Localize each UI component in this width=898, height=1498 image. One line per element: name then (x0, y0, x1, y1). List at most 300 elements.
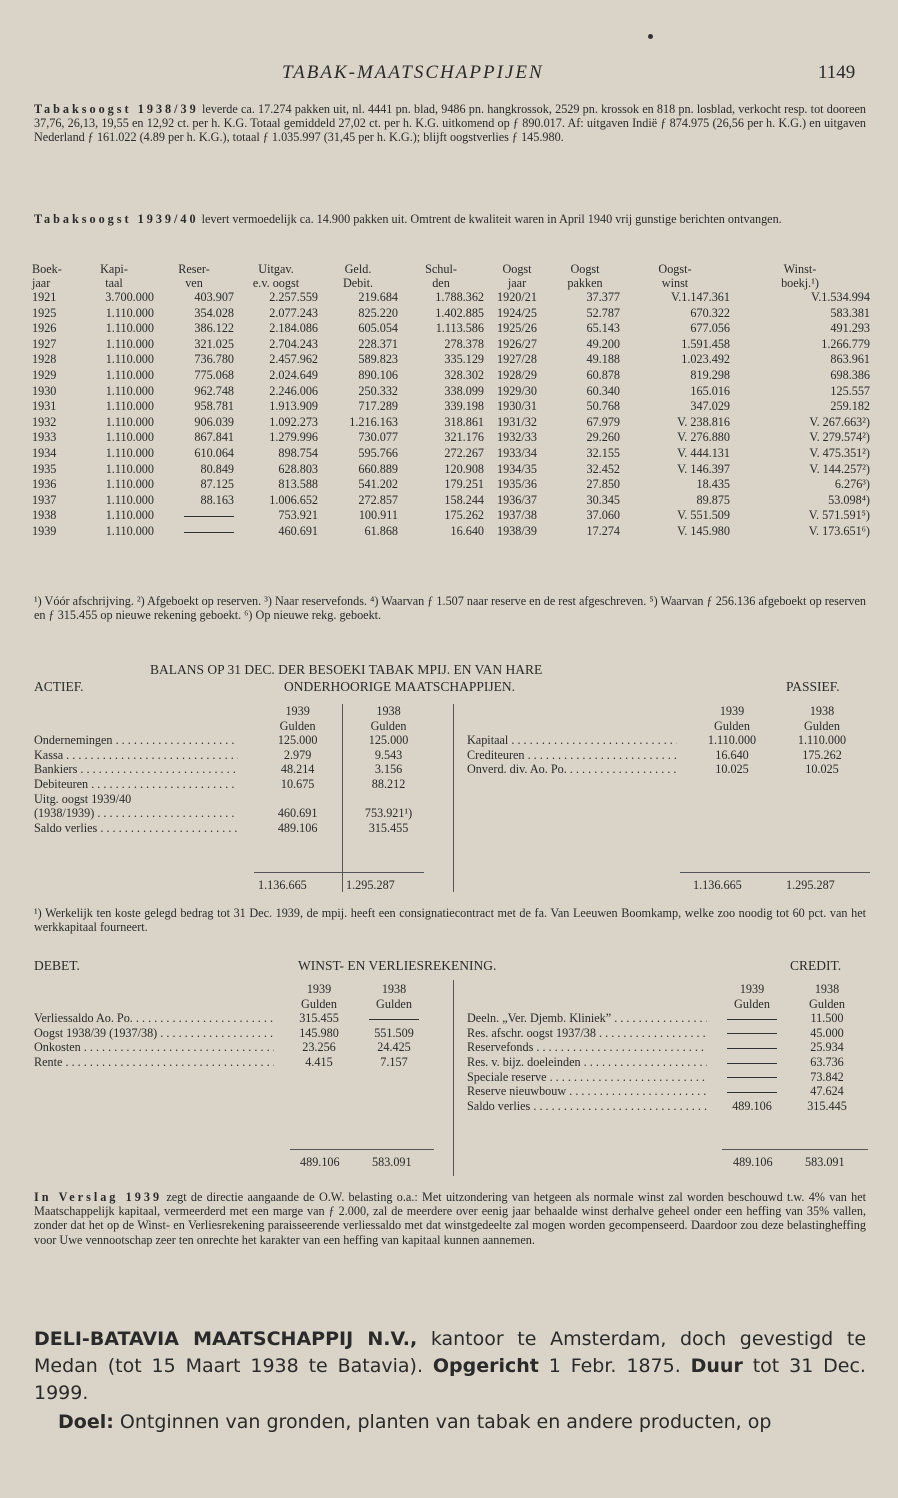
table-cell: 16.640 (450, 523, 484, 538)
table-cell: 660.889 (358, 461, 398, 476)
table-cell: 2.704.243 (269, 336, 318, 351)
debet-total-2: 583.091 (372, 1155, 412, 1169)
table-cell: 1.110.000 (105, 492, 154, 507)
table-cell: V. 173.651⁶) (808, 523, 870, 538)
table-cell: 49.200 (586, 336, 620, 351)
verslag-paragraph (34, 1190, 866, 1247)
year-table-header (32, 262, 870, 290)
table-cell: 347.029 (690, 399, 730, 414)
verslag-lead: In Verslag 1939 (34, 1190, 163, 1204)
column-header (398, 262, 484, 290)
uitg-value-1: 460.691 (277, 806, 318, 821)
table-cell: 906.039 (194, 414, 234, 429)
table-cell: 1935 (32, 461, 57, 476)
running-title: TABAK-MAATSCHAPPIJEN (282, 62, 544, 83)
table-cell: V. 146.397 (677, 461, 730, 476)
table-row (32, 306, 870, 322)
table-cell: 605.054 (358, 321, 398, 336)
table-row (32, 508, 870, 524)
row-value (717, 1040, 787, 1055)
row-label-cell (467, 762, 687, 777)
table-cell: 1.279.996 (269, 430, 318, 445)
column-header-line: Oogst- (658, 262, 692, 276)
column-header-line: Kapi- (100, 262, 128, 276)
list-item (34, 733, 434, 748)
running-header (0, 62, 898, 88)
table-cell: 1.110.000 (105, 445, 154, 460)
table-cell: 30.345 (586, 492, 620, 507)
table-cell: 80.849 (200, 461, 234, 476)
column-header-line: boekj.¹) (781, 276, 819, 290)
passiva-rows (467, 733, 867, 777)
column-header (234, 262, 318, 290)
table-cell: 88.163 (200, 492, 234, 507)
row-value: 1.110.000 (797, 733, 847, 748)
balance-title-2: ONDERHOORIGE MAATSCHAPPIJEN. (284, 679, 516, 694)
table-cell: 813.588 (278, 477, 318, 492)
row-label-cell (34, 733, 252, 748)
row-value: 45.000 (810, 1025, 844, 1040)
row-label: Reservefonds (467, 1040, 534, 1055)
table-row (32, 321, 870, 337)
activa-year-1: 1939 (285, 704, 310, 718)
table-cell: V. 551.509 (677, 508, 730, 523)
row-label: Res. afschr. oogst 1937/38 (467, 1025, 596, 1040)
row-label: Speciale reserve (467, 1069, 547, 1084)
row-label-cell (34, 777, 252, 792)
table-cell: 1.092.273 (269, 414, 318, 429)
table-cell: 1.402.885 (435, 305, 484, 320)
table-cell: 3.700.000 (105, 290, 154, 304)
row-value: 175.262 (802, 747, 842, 762)
row-leader (467, 1026, 707, 1041)
empty-dash (727, 1019, 777, 1020)
row-leader (34, 733, 238, 748)
table-row (32, 430, 870, 446)
column-header-line: Boek- (32, 262, 62, 276)
table-cell: 1.110.000 (105, 508, 154, 523)
year-table (32, 262, 870, 540)
table-cell: 1928 (32, 352, 57, 367)
table-cell: 17.274 (586, 523, 620, 538)
doel-entry (34, 1409, 866, 1436)
column-header-line: jaar (32, 276, 51, 290)
table-row (32, 446, 870, 462)
column-header (620, 262, 730, 290)
list-item (34, 1011, 434, 1026)
activa-rows (34, 733, 434, 791)
verslag-text: zegt de directie aangaande de O.W. belasting o.a.: Met uitzondering van hetgeen als normale winst zal worden beschouwd t.w. 4% van het Maatschappelijk kapitaal, vermeerderd met een marge van ƒ 2.000, zal de meerdere over eenig jaar behaalde winst derhalve geheel onder een heffing van 35% vallen, zonder dat het op de Winst- en Verliesrekening paraisseerende verliessaldo met dat winstgedeelte zal mogen worden gecompenseerd. Daardoor zou deze belastingheffing voor Uwe vennootschap zeer ten onrechte het karakter van een heffing van kapitaal kunnen aannemen. (34, 1190, 866, 1247)
column-header-line: winst (661, 276, 689, 290)
list-item (34, 1026, 434, 1041)
row-leader (34, 762, 238, 777)
table-cell: 1928/29 (497, 367, 537, 382)
table-cell: 1934/35 (497, 461, 537, 476)
table-cell: 958.781 (194, 399, 234, 414)
pnl-left-label: DEBET. (34, 958, 80, 973)
table-cell: 1.110.000 (105, 523, 154, 538)
row-value (717, 1026, 787, 1041)
table-cell: V. 144.257²) (809, 461, 870, 476)
intro-text-1: leverde ca. 17.274 pakken uit, nl. 4441 pn. blad, 9486 pn. hangkrossok, 2529 pn. krossok en 818 pn. losblad, verkocht resp. tot dooreen 37,76, 26,13, 19,55 en 12,92 ct. per h. K.G. Totaal gemiddeld 27,02 ct. per h. K.G. uitkomend op ƒ 890.017. Af: uitgaven Indië ƒ 874.975 (26,56 per h. K.G.) en uitgaven Nederland ƒ 161.022 (4.89 per h. K.G.), totaal ƒ 1.035.997 (31,45 per h. K.G.); blijft oogstverlies ƒ 145.980. (34, 102, 866, 145)
table-cell: 1.110.000 (105, 321, 154, 336)
row-leader (34, 1040, 274, 1055)
table-cell: 595.766 (358, 445, 398, 460)
list-item (467, 733, 867, 748)
table-cell: 27.850 (586, 477, 620, 492)
column-header (550, 262, 620, 290)
table-cell: 2.457.962 (269, 352, 318, 367)
table-cell: 165.016 (690, 383, 730, 398)
table-cell: 460.691 (278, 523, 318, 538)
debet-table (34, 982, 434, 1070)
row-label: Bankiers (34, 762, 78, 777)
column-header-line: Debit. (342, 276, 374, 290)
row-leader (467, 1055, 707, 1070)
activa-total-1: 1.136.665 (258, 878, 307, 892)
row-value: 145.980 (299, 1025, 339, 1040)
row-value: 315.455 (299, 1011, 339, 1026)
row-value: 315.445 (807, 1098, 847, 1113)
table-cell: 328.302 (444, 367, 484, 382)
table-cell: 1926/27 (497, 336, 537, 351)
table-cell: 1.216.163 (349, 414, 398, 429)
table-cell: 1938 (32, 508, 57, 523)
row-label: Res. v. bijz. doeleinden (467, 1054, 581, 1069)
row-value: 48.214 (280, 762, 315, 777)
table-row (32, 399, 870, 415)
uitg-label: Uitg. oogst 1939/40 (34, 791, 132, 806)
opgericht-label: Opgericht (432, 1355, 539, 1377)
saldo-value-2: 315.455 (368, 820, 409, 835)
list-item (34, 1055, 434, 1070)
ink-dot (648, 34, 653, 39)
table-cell: 1931 (32, 399, 57, 414)
table-row (32, 415, 870, 431)
list-item (34, 748, 434, 763)
table-cell: 1.591.458 (681, 336, 730, 351)
page-number: 1149 (818, 62, 856, 83)
column-header-line: taal (105, 276, 123, 290)
table-cell: 321.025 (194, 336, 234, 351)
table-cell: 1924/25 (497, 305, 537, 320)
table-cell: 1938/39 (497, 523, 537, 538)
table-cell: 898.754 (278, 445, 318, 460)
row-label: Kapitaal (467, 733, 509, 748)
table-cell: 158.244 (444, 492, 484, 507)
table-cell: 1.110.000 (105, 477, 154, 492)
list-item (467, 1070, 867, 1085)
table-row (32, 477, 870, 493)
table-cell: 1927/28 (497, 352, 537, 367)
empty-dash (184, 516, 234, 517)
activa-year-2: 1938 (376, 704, 401, 718)
credit-total-1: 489.106 (733, 1155, 773, 1169)
saldo-value-1: 489.106 (277, 820, 318, 835)
row-label-cell (467, 1040, 717, 1055)
table-cell: 583.381 (830, 305, 870, 320)
passiva-year-1: 1939 (719, 704, 745, 718)
column-header-line: Oogst (570, 262, 600, 276)
credit-unit-1: Gulden (734, 996, 770, 1011)
credit-total-2: 583.091 (805, 1155, 845, 1169)
balance-title-1: BALANS OP 31 DEC. DER BESOEKI TABAK MPIJ. EN VAN HARE (150, 662, 543, 677)
row-value: 88.212 (371, 776, 406, 791)
table-cell: V. 475.351²) (809, 445, 870, 460)
table-cell: 1927 (32, 336, 57, 351)
table-cell: 318.861 (444, 414, 484, 429)
table-cell: V. 276.880 (677, 430, 730, 445)
table-cell: 1.006.652 (269, 492, 318, 507)
table-cell: 1930/31 (497, 399, 537, 414)
table-row (32, 493, 870, 509)
table-cell: V. 238.816 (677, 414, 730, 429)
row-label: Onkosten (34, 1040, 81, 1055)
list-item (467, 1026, 867, 1041)
table-cell: 32.452 (586, 461, 620, 476)
table-cell: 819.298 (690, 367, 730, 382)
activa-total-2: 1.295.287 (346, 878, 395, 892)
debet-unit-1: Gulden (301, 996, 337, 1011)
company-entry (34, 1326, 866, 1407)
column-header (154, 262, 234, 290)
table-cell (154, 524, 234, 540)
list-item (467, 748, 867, 763)
intro-paragraph-2 (34, 212, 866, 226)
table-cell: 1934 (32, 445, 57, 460)
activa-total-rule (254, 872, 424, 873)
row-value: 125.000 (368, 733, 409, 748)
table-cell: 65.143 (586, 321, 620, 336)
row-label-cell (467, 1026, 717, 1041)
table-cell: 321.176 (444, 430, 484, 445)
row-label: Onverd. div. Ao. Po. (467, 762, 567, 777)
list-item (34, 777, 434, 792)
table-cell: 2.184.086 (269, 321, 318, 336)
table-cell: 1933/34 (497, 445, 537, 460)
table-cell: 2.024.649 (269, 367, 318, 382)
passiva-year-2: 1938 (809, 704, 835, 718)
row-label: Deeln. „Ver. Djemb. Kliniek” (467, 1011, 612, 1026)
table-cell: 491.293 (830, 321, 870, 336)
table-cell: 67.979 (586, 414, 620, 429)
table-cell: 179.251 (444, 477, 484, 492)
table-cell: 335.129 (444, 352, 484, 367)
table-cell: 1.110.000 (105, 430, 154, 445)
table-cell: 1.110.000 (105, 383, 154, 398)
row-value: 10.675 (280, 776, 315, 791)
credit-total-rule (722, 1149, 868, 1150)
debet-year-2: 1938 (381, 982, 407, 996)
credit-table (467, 982, 867, 1113)
pnl-title: WINST- EN VERLIESREKENING. (298, 958, 497, 973)
table-cell: 259.182 (830, 399, 870, 414)
table-cell: 825.220 (358, 305, 398, 320)
table-cell: 53.098⁴) (828, 492, 870, 507)
row-label: Rente (34, 1054, 63, 1069)
table-cell: 228.371 (358, 336, 398, 351)
passiva-unit-2: Gulden (804, 718, 840, 733)
column-header-line: ven (185, 276, 203, 290)
list-item (467, 1099, 867, 1114)
row-value: 25.934 (810, 1040, 844, 1055)
table-cell: 386.122 (194, 321, 234, 336)
empty-dash (727, 1033, 777, 1034)
column-header-line: pakken (567, 276, 603, 290)
table-cell: V. 145.980 (677, 523, 730, 538)
table-cell: 890.106 (358, 367, 398, 382)
column-header-line: Uitgav. (258, 262, 294, 276)
row-label-cell (467, 748, 687, 763)
year-table-body (32, 290, 870, 540)
table-cell: 1939 (32, 523, 57, 538)
row-label-cell (467, 1084, 717, 1099)
row-label-cell (467, 733, 687, 748)
table-cell: 2.257.559 (269, 290, 318, 304)
table-cell: 1932/33 (497, 430, 537, 445)
empty-dash (727, 1048, 777, 1049)
row-label-cell (34, 1040, 284, 1055)
balance-left-label: ACTIEF. (34, 679, 84, 694)
list-item (467, 1011, 867, 1026)
table-cell: 670.322 (690, 305, 730, 320)
table-cell: 100.911 (358, 508, 398, 523)
table-cell: 52.787 (586, 305, 620, 320)
row-value: 11.500 (810, 1011, 844, 1026)
table-cell: 1.023.492 (681, 352, 730, 367)
table-cell: 87.125 (200, 477, 234, 492)
row-value: 73.842 (810, 1069, 844, 1084)
passiva-total-1: 1.136.665 (693, 878, 742, 892)
row-leader (467, 1084, 707, 1099)
debet-rows (34, 1011, 434, 1069)
activa-table (34, 704, 434, 835)
table-cell: 1935/36 (497, 477, 537, 492)
row-value: 4.415 (305, 1054, 333, 1069)
row-value: 47.624 (810, 1084, 844, 1099)
uitg-sub-label: (1938/1939) (34, 806, 95, 821)
intro-lead-2: Tabaksoogst 1939/40 (34, 212, 199, 226)
table-cell: 541.202 (358, 477, 398, 492)
credit-year-1: 1939 (739, 982, 765, 996)
table-cell: 1.110.000 (105, 399, 154, 414)
table-row (32, 290, 870, 306)
row-value: 23.256 (302, 1040, 336, 1055)
credit-year-2: 1938 (814, 982, 840, 996)
saldo-label: Saldo verlies (34, 820, 98, 835)
list-item (467, 1040, 867, 1055)
passiva-table (467, 704, 867, 777)
list-item (467, 1055, 867, 1070)
balance-right-label: PASSIEF. (786, 679, 840, 694)
debet-year-1: 1939 (306, 982, 332, 996)
intro-text-2: levert vermoedelijk ca. 14.900 pakken uit. Omtrent de kwaliteit waren in April 1940 vrij gunstige berichten ontvangen. (201, 212, 782, 226)
uitg-value-2: 753.921¹) (364, 806, 413, 821)
table-cell: 37.060 (586, 508, 620, 523)
debet-total-rule (290, 1149, 434, 1150)
opgericht-value: 1 Febr. 1875. (548, 1355, 681, 1377)
table-cell: 1925 (32, 305, 57, 320)
table-cell: 1.110.000 (105, 336, 154, 351)
row-label-cell (34, 1011, 284, 1026)
table-cell: 1.110.000 (105, 305, 154, 320)
credit-unit-2: Gulden (809, 996, 845, 1011)
table-cell: 219.684 (358, 290, 398, 304)
table-cell: 61.868 (364, 523, 398, 538)
table-row (32, 524, 870, 540)
balance-footnote: ¹) Werkelijk ten koste gelegd bedrag tot 31 Dec. 1939, de mpij. heeft een consignatiecontract met de fa. Van Leeuwen Boomkamp, welke zoo noodig tot 60 pct. van het werkkapitaal fourneert. (34, 906, 866, 935)
column-header (32, 262, 74, 290)
table-cell: 717.289 (358, 399, 398, 414)
row-leader (467, 1070, 707, 1085)
table-cell: 863.961 (830, 352, 870, 367)
list-item (467, 1084, 867, 1099)
activa-unit-1: Gulden (279, 718, 316, 733)
table-cell: 730.077 (358, 430, 398, 445)
row-value: 10.025 (715, 762, 749, 777)
list-item (467, 762, 867, 777)
row-leader (34, 1026, 274, 1041)
row-label: Kassa (34, 747, 64, 762)
table-cell: 18.435 (696, 477, 730, 492)
table-row (32, 462, 870, 478)
table-cell: 775.068 (194, 367, 234, 382)
column-header (318, 262, 398, 290)
table-cell: 1.110.000 (105, 352, 154, 367)
list-item (34, 762, 434, 777)
empty-dash (727, 1063, 777, 1064)
row-value: 9.543 (374, 747, 403, 762)
table-cell: 698.386 (830, 367, 870, 382)
row-leader (34, 1055, 274, 1070)
table-cell: 338.099 (444, 383, 484, 398)
table-cell: V.1.534.994 (810, 290, 870, 304)
column-header-line: Schul- (425, 262, 457, 276)
row-value: 125.000 (277, 733, 318, 748)
row-leader (34, 748, 238, 763)
table-cell: 753.921 (278, 508, 318, 523)
table-cell: 6.276³) (834, 477, 870, 492)
row-leader (467, 762, 677, 777)
row-label-cell (34, 762, 252, 777)
row-label-cell (467, 1099, 717, 1114)
table-cell: V. 267.663²) (809, 414, 870, 429)
debet-unit-2: Gulden (376, 996, 412, 1011)
empty-dash (369, 1019, 419, 1020)
pnl-right-label: CREDIT. (790, 958, 842, 973)
doel-label: Doel: (58, 1411, 114, 1433)
table-cell: 1926 (32, 321, 57, 336)
empty-dash (727, 1077, 777, 1078)
table-cell: 1933 (32, 430, 57, 445)
table-cell: 2.246.006 (269, 383, 318, 398)
table-cell: 250.332 (358, 383, 398, 398)
column-header-line: jaar (507, 276, 527, 290)
table-cell: 175.262 (444, 508, 484, 523)
table-cell: 1937/38 (497, 508, 537, 523)
table-cell: 2.077.243 (269, 305, 318, 320)
table-cell: 60.878 (586, 367, 620, 382)
row-label-cell (467, 1011, 717, 1026)
row-value: 3.156 (374, 762, 403, 777)
table-cell: V. 444.131 (677, 445, 730, 460)
row-value (717, 1070, 787, 1085)
row-label: Debiteuren (34, 776, 89, 791)
table-cell: 677.056 (690, 321, 730, 336)
passiva-total-2: 1.295.287 (786, 878, 835, 892)
passiva-unit-1: Gulden (714, 718, 750, 733)
table-cell: 628.803 (278, 461, 318, 476)
